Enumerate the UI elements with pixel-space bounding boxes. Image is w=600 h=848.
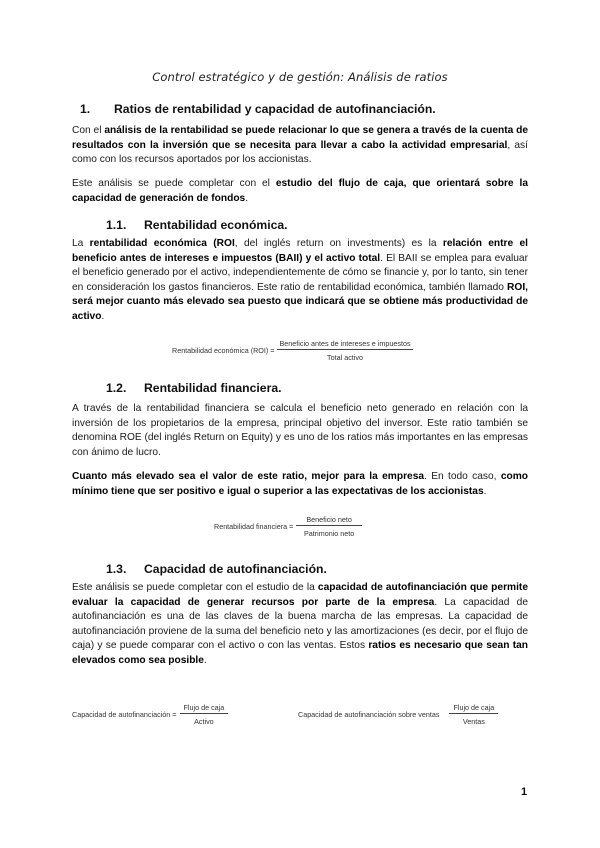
section-number: 1.3. xyxy=(106,562,127,576)
formula-denominator: Patrimonio neto xyxy=(303,529,355,538)
formula-denominator: Ventas xyxy=(462,717,485,726)
bold-run: capacidad de autofinanciación que permite evaluar la capacidad de generar recursos por parte de la empresa xyxy=(72,582,528,608)
section-number: 1. xyxy=(80,102,91,116)
section-1-2-heading xyxy=(106,381,281,395)
bold-run: relación entre el beneficio antes de intereses e impuestos (BAII) y el activo total xyxy=(72,238,528,264)
page-number: 1 xyxy=(521,786,528,798)
bold-run: ratios es necesario que sean tan elevados como sea posible xyxy=(72,640,528,666)
section-title: Rentabilidad financiera. xyxy=(144,381,282,395)
section-1-paragraph-1 xyxy=(72,124,528,168)
bold-run: rentabilidad económica (ROI xyxy=(89,238,235,249)
formula-fraction xyxy=(180,703,229,726)
formula-label: Capacidad de autofinanciación sobre ventas xyxy=(298,710,440,719)
text-run: La xyxy=(72,238,90,249)
section-number: 1.1. xyxy=(106,218,127,232)
text-run: Este análisis se puede completar con el estudio de la xyxy=(72,582,318,593)
text-run: . xyxy=(101,310,105,322)
formula-numerator: Beneficio antes de intereses e impuestos xyxy=(279,339,411,348)
section-1-3-heading xyxy=(106,562,327,576)
section-1-paragraph-2 xyxy=(72,177,528,206)
text-run: , del inglés return on investments) es la xyxy=(234,238,443,249)
formula-numerator: Beneficio neto xyxy=(306,515,352,524)
self-financing-assets-formula xyxy=(72,703,228,726)
section-number: 1.2. xyxy=(106,381,127,395)
bold-run: estudio del flujo de caja, que orientará sobre la capacidad de generación de fondos xyxy=(72,178,528,204)
formula-label: Capacidad de autofinanciación = xyxy=(72,710,177,719)
section-1-2-paragraph-1: A través de la rentabilidad financiera se calcula el beneficio neto generado en relación con la inversión de los propietarios de la empresa, principal objetivo del inversor. Este ratio también se denomina ROE (del inglés Return on Equity) y es uno de los ratios más importantes en las empresas con ánimo de lucro. xyxy=(72,403,528,458)
text-run: . xyxy=(483,485,487,497)
text-run: . La capacidad de autofinanciación es una de las claves de la buena marcha de las empresas. La capacidad de autofinanciación proviene de la suma del beneficio neto y las amortizaciones (es decir, por el flujo de caja) y se puede comparar con el activo o con las ventas. Estos xyxy=(72,596,528,652)
text-run: Este análisis se puede completar con el xyxy=(72,178,276,189)
section-1-1-paragraph xyxy=(72,237,528,325)
text-run: , así como con los recursos aportados por los accionistas. xyxy=(72,139,528,166)
formula-denominator: Activo xyxy=(194,717,214,726)
text-run: . El BAII se emplea para evaluar el beneficio generado por el activo, independientemente de cómo se financie y, por lo tanto, sin tener en consideración los gastos financieros. Este ratio de rentabilidad económica, también llamado xyxy=(72,252,528,293)
section-1-3-paragraph xyxy=(72,581,528,669)
text-run: . xyxy=(245,192,249,204)
formula-denominator: Total activo xyxy=(327,353,363,362)
document-title: Control estratégico y de gestión: Análisis de ratios xyxy=(152,70,448,84)
bold-run: como mínimo tiene que ser positivo e igual o superior a las expectativas de los accionistas xyxy=(72,471,528,497)
section-1-1-heading xyxy=(106,218,288,232)
formula-fraction xyxy=(296,515,362,538)
section-1-heading xyxy=(80,102,436,116)
roi-formula xyxy=(172,339,413,362)
formula-label: Rentabilidad financiera = xyxy=(214,522,294,531)
text-run: . En todo caso, xyxy=(424,471,501,482)
section-title: Ratios de rentabilidad y capacidad de autofinanciación. xyxy=(114,102,436,116)
formula-numerator: Flujo de caja xyxy=(453,703,495,712)
section-title: Capacidad de autofinanciación. xyxy=(144,562,327,576)
section-title: Rentabilidad económica. xyxy=(144,218,288,232)
bold-run: ROI, será mejor cuanto más elevado sea puesto que indicará que se obtiene más productividad de activo xyxy=(72,281,528,322)
formula-fraction xyxy=(449,703,498,726)
bold-run: análisis de la rentabilidad se puede relacionar lo que se genera a través de la cuenta de resultados con la inversión que se necesita para llevar a cabo la actividad empresarial xyxy=(72,125,528,151)
formula-label: Rentabilidad económica (ROI) = xyxy=(172,346,275,355)
section-1-2-paragraph-2 xyxy=(72,470,528,499)
formula-fraction xyxy=(277,339,412,362)
formula-numerator: Flujo de caja xyxy=(183,703,225,712)
bold-run: Cuanto más elevado sea el valor de este ratio, mejor para la empresa xyxy=(72,471,425,482)
self-financing-sales-formula xyxy=(298,703,498,726)
roe-formula xyxy=(214,515,362,538)
text-run: Con el xyxy=(72,125,105,136)
text-run: . xyxy=(203,654,207,666)
